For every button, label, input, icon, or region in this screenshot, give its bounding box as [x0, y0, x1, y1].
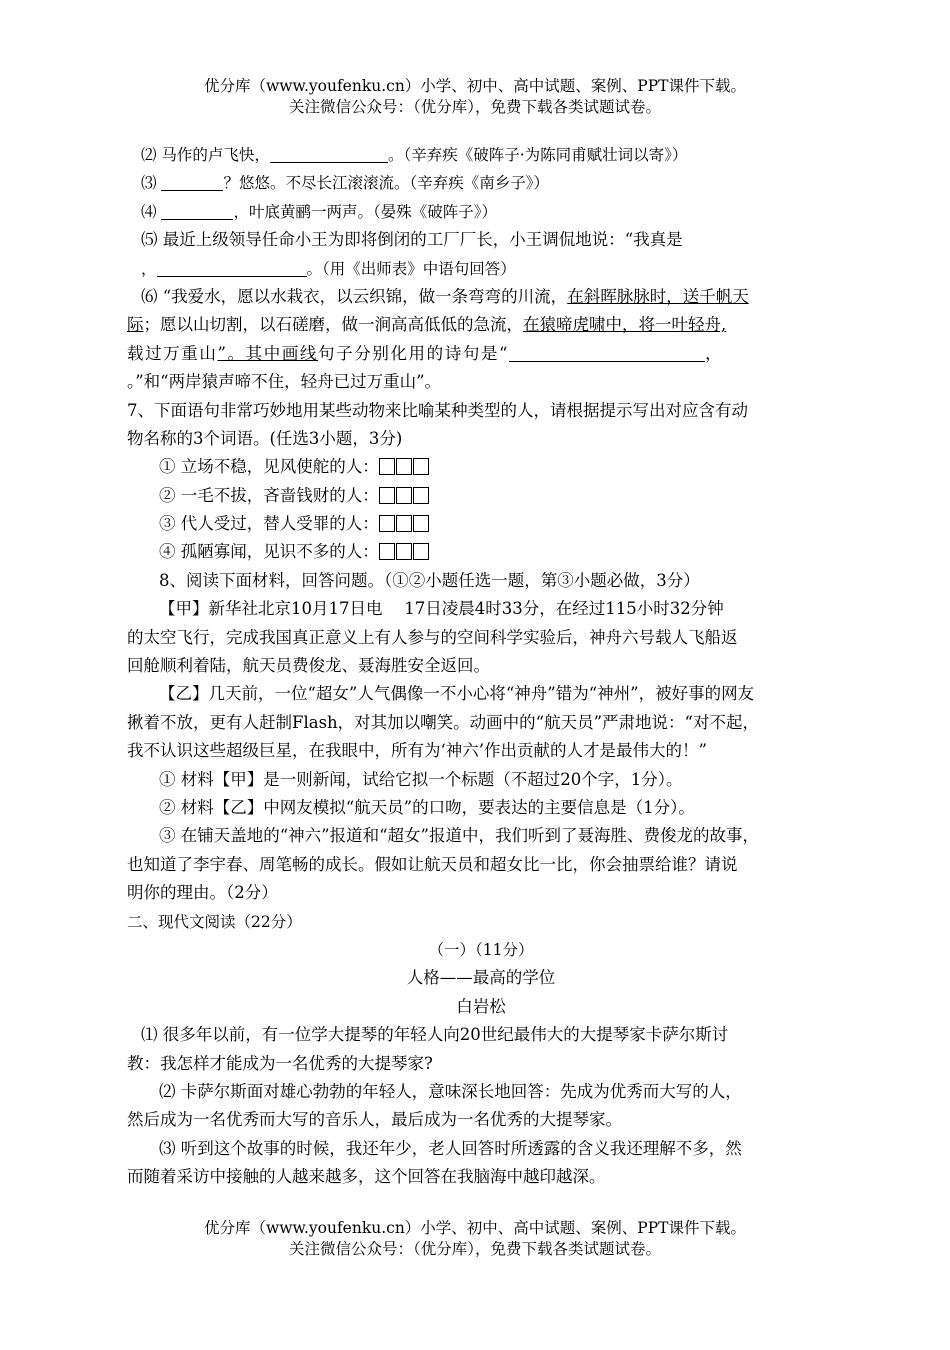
underlined-phrase: 际: [127, 315, 144, 335]
q8-stem: 8、阅读下面材料，回答问题。（①②小题任选一题，第③小题必做，3分）: [159, 570, 700, 590]
q8-jia-line-2: 的太空飞行，完成我国真正意义上有人参与的空间科学实验后，神舟六号载人飞船返: [127, 627, 738, 647]
answer-blank: [161, 201, 233, 220]
footer-line-1: 优分库（www.youfenku.cn）小学、初中、高中试题、案例、PPT课件下载。: [203, 1219, 747, 1237]
paragraph-1-line-2: 教：我怎样才能成为一名优秀的大提琴家?: [127, 1053, 433, 1073]
q6-item-6-line-4: 。”和“两岸猿声啼不住，轻舟已过万重山”。: [127, 372, 442, 392]
underlined-phrase: 在猿啼虎啸中，将一叶轻舟,: [523, 315, 727, 335]
paragraph-2-line-1: ⑵ 卡萨尔斯面对雄心勃勃的年轻人，意味深长地回答：先成为优秀而大写的人，: [159, 1081, 742, 1101]
q6-item-6-line-3: 载过万重山”。其中画线句子分别化用的诗句是“ ，: [127, 343, 724, 363]
section-heading: 二、现代文阅读（22分）: [127, 912, 302, 931]
paragraph-3-line-2: 而随着采访中接触的人越来越多，这个回答在我脑海中越印越深。: [127, 1167, 606, 1187]
underlined-phrase: 在斜晖脉脉时，送千帆天: [567, 286, 749, 306]
paragraph-3-line-1: ⑶ 听到这个故事的时候，我还年少，老人回答时所透露的含义我还理解不多，然: [159, 1138, 742, 1158]
q8-sub-3-line-3: 明你的理由。（2分）: [127, 883, 278, 903]
q6-item-6-line-1: ⑹ “我爱水，愿以水栽衣，以云织锦，做一条弯弯的川流，在斜晖脉脉时，送千帆天: [141, 286, 749, 306]
q8-sub-1: ① 材料【甲】是一则新闻，试给它拟一个标题（不超过20个字，1分）。: [159, 769, 683, 789]
q6-item-4: ⑷ ，叶底黄鹂一两声。（晏殊《破阵子》）: [141, 202, 497, 221]
page-footer: [0, 1218, 950, 1260]
paragraph-2-line-2: 然后成为一名优秀而大写的音乐人，最后成为一名优秀的大提琴家。: [127, 1110, 622, 1130]
answer-boxes: [379, 541, 430, 569]
header-line-1: 优分库（www.youfenku.cn）小学、初中、高中试题、案例、PPT课件下载。: [203, 77, 747, 95]
header-line-2: 关注微信公众号：（优分库），免费下载各类试题试卷。: [288, 98, 661, 116]
footer-line-2: 关注微信公众号：（优分库），免费下载各类试题试卷。: [288, 1240, 661, 1258]
part-heading: （一）（11分）: [428, 940, 534, 959]
page-header: [0, 76, 950, 118]
q7-item-1: ① 立场不稳，见风使舵的人：: [127, 453, 835, 481]
answer-boxes: [379, 485, 430, 513]
q8-yi-line-1: 【乙】几天前，一位“超女”人气偶像一不小心将“神舟”错为“神州”，被好事的网友: [159, 684, 755, 704]
q6-item-2: ⑵ 马作的卢飞快， 。（辛弃疾《破阵子·为陈同甫赋壮词以寄》）: [141, 146, 688, 164]
underlined-phrase: ”。其中画线: [217, 343, 319, 363]
q6-item-5-line-2: ， 。（用《出师表》中语句回答）: [141, 259, 516, 278]
answer-blank: [157, 258, 307, 277]
answer-blank: [161, 172, 223, 191]
document-body: [127, 141, 835, 1191]
q8-jia-line-1: 【甲】新华社北京10月17日电 17日凌晨4时33分，在经过115小时32分钟: [159, 599, 724, 619]
article-title: 人格——最高的学位: [406, 968, 556, 988]
article-author: 白岩松: [456, 996, 506, 1016]
q6-item-6-line-2: 际；愿以山切割，以石磋磨，做一涧高高低低的急流，在猿啼虎啸中，将一叶轻舟,: [127, 315, 727, 335]
paragraph-1-line-1: ⑴ 很多年以前，有一位学大提琴的年轻人向20世纪最伟大的大提琴家卡萨尔斯讨: [141, 1025, 729, 1045]
q6-item-3: ⑶ ？悠悠。不尽长江滚滚流。（辛弃疾《南乡子》）: [141, 174, 549, 193]
answer-blank: [509, 343, 705, 362]
q8-jia-line-3: 回舱顺利着陆，航天员费俊龙、聂海胜安全返回。: [127, 656, 490, 676]
q7-item-4: ④ 孤陋寡闻，见识不多的人：: [127, 538, 835, 566]
q7-item-3: ③ 代人受过，替人受罪的人：: [127, 510, 835, 538]
answer-boxes: [379, 513, 430, 541]
q8-yi-line-2: 揪着不放，更有人赶制Flash，对其加以嘲笑。动画中的“航天员”严肃地说：“对不起，: [127, 712, 759, 732]
answer-boxes: [379, 456, 430, 484]
q6-item-5-line-1: ⑸ 最近上级领导任命小王为即将倒闭的工厂厂长，小王调侃地说：“我真是: [141, 230, 683, 250]
q7-stem-line-1: 7、下面语句非常巧妙地用某些动物来比喻某种类型的人，请根据提示写出对应含有动: [127, 400, 748, 420]
q8-sub-3-line-1: ③ 在铺天盖地的“神六”报道和“超女”报道中，我们听到了聂海胜、费俊龙的故事，: [159, 826, 759, 846]
q8-yi-line-3: 我不认识这些超级巨星，在我眼中，所有为‘神六’作出贡献的人才是最伟大的！”: [127, 741, 707, 761]
q7-stem-line-2: 物名称的3个词语。(任选3小题，3分): [127, 428, 403, 448]
q8-sub-2: ② 材料【乙】中网友模拟“航天员”的口吻，要表达的主要信息是（1分）。: [159, 797, 695, 817]
q7-item-2: ② 一毛不拔，吝啬钱财的人：: [127, 482, 835, 510]
q8-sub-3-line-2: 也知道了李宇春、周笔畅的成长。假如让航天员和超女比一比，你会抽票给谁？请说: [127, 854, 738, 874]
answer-blank: [270, 144, 388, 163]
